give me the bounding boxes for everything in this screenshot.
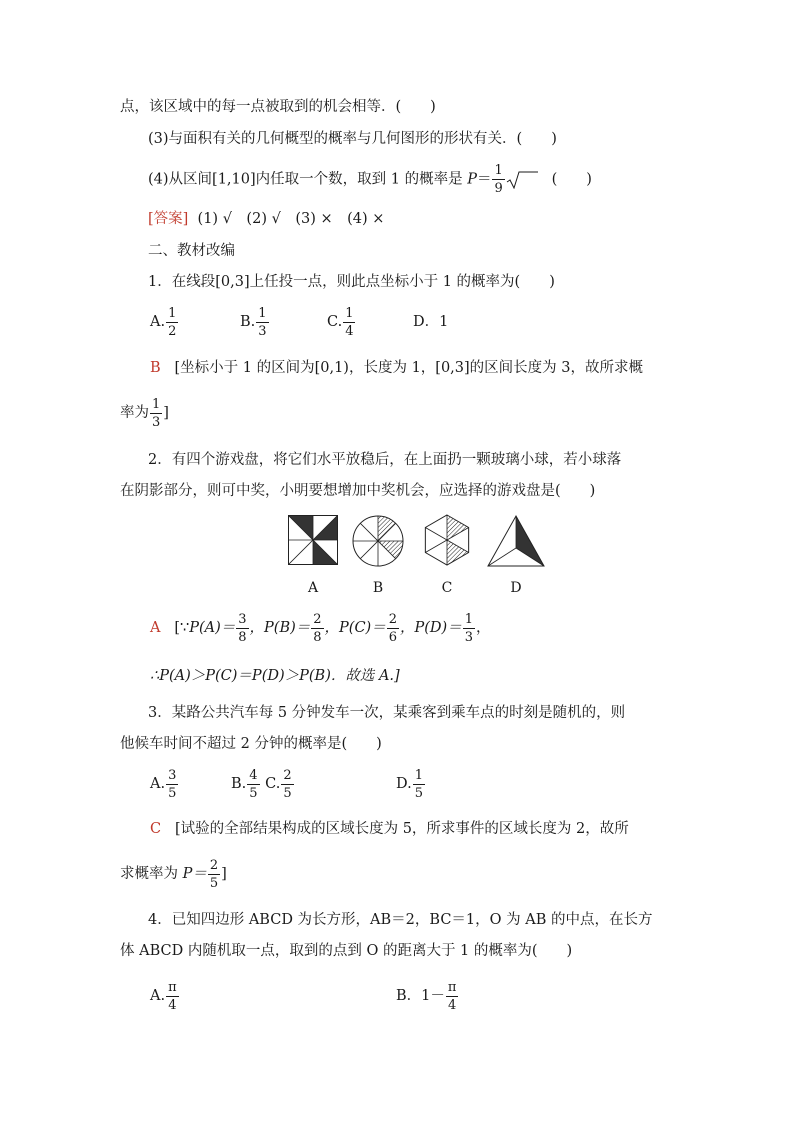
game-board-c-hexagon	[420, 513, 474, 567]
solution-3: C [试验的全部结果构成的区域长度为 5，所求事件的区域长度为 2，故所	[150, 821, 629, 837]
solution-1-letter: B	[150, 360, 161, 376]
game-board-d-triangle	[486, 514, 546, 568]
answer-line: [答案] (1) √ (2) √ (3) × (4) ×	[148, 211, 385, 227]
fraction-one-ninth: $\frac{1}{9}$	[494, 163, 503, 196]
question-4-line-1: 4．已知四边形 ABCD 为长方形，AB＝2，BC＝1，O 为 AB 的中点，在长方	[148, 912, 653, 928]
q3-option-a: A. $\frac{3}{5}$	[150, 767, 177, 801]
caption-a: A	[307, 580, 319, 596]
solution-2: A [∵P(A)＝ $\frac{3}{8}$ ，P(B)＝ $\frac{2}{8}$ ，P(C)＝ $\frac{2}{6}$ ，P(D)＝ $\frac{1}{3}$ ，	[150, 611, 491, 645]
game-board-a-square	[288, 515, 338, 565]
statement-3: (3)与面积有关的几何概型的概率与几何图形的形状有关．( )	[148, 131, 557, 147]
solution-1-cont: 率为 $\frac{1}{3}$ ]	[120, 396, 169, 430]
game-board-b-circle	[352, 515, 404, 567]
q4-option-a: A. $\frac{\pi}{4}$	[150, 979, 177, 1013]
caption-d: D	[510, 580, 522, 596]
solution-2-conclusion: ∴P(A)＞P(C)＝P(D)＞P(B)．故选 A.]	[150, 668, 400, 684]
radical-sign-icon	[506, 171, 538, 189]
solution-3-letter: C	[150, 821, 162, 837]
solution-1: B [坐标小于 1 的区间为[0,1)，长度为 1，[0,3]的区间长度为 3，故所求概	[150, 360, 643, 376]
solution-3-cont: 求概率为 P＝ $\frac{2}{5}$ ]	[120, 857, 227, 891]
answer-label: [答案]	[148, 211, 189, 227]
section-heading: 二、教材改编	[148, 243, 235, 259]
q3-option-b-c: B. $\frac{4}{5}$ C. $\frac{2}{5}$	[231, 767, 292, 801]
caption-b: B	[372, 580, 384, 596]
q1-option-a: A. $\frac{1}{2}$	[150, 305, 177, 339]
q4-option-b: B．1－ $\frac{\pi}{4}$	[396, 979, 457, 1013]
question-2-line-1: 2．有四个游戏盘，将它们水平放稳后，在上面扔一颗玻璃小球，若小球落	[148, 452, 622, 468]
question-3-line-1: 3．某路公共汽车每 5 分钟发车一次，某乘客到乘车点的时刻是随机的，则	[148, 705, 626, 721]
question-3-line-2: 他候车时间不超过 2 分钟的概率是( )	[120, 736, 382, 752]
question-2-line-2: 在阴影部分，则可中奖，小明要想增加中奖机会，应选择的游戏盘是( )	[120, 483, 596, 499]
q1-option-b: B. $\frac{1}{3}$	[240, 305, 267, 339]
q1-option-d: D．1	[413, 314, 449, 330]
q3-option-d: D. $\frac{1}{5}$	[396, 767, 423, 801]
statement-4: (4)从区间[1,10]内任取一个数，取到 1 的概率是 P＝ $\frac{1}{9}$ ( )	[148, 163, 592, 196]
solution-2-letter: A	[150, 620, 161, 636]
question-4-line-2: 体 ABCD 内随机取一点，取到的点到 O 的距离大于 1 的概率为( )	[120, 943, 573, 959]
q1-option-c: C. $\frac{1}{4}$	[327, 305, 354, 339]
continued-statement: 点，该区域中的每一点被取到的机会相等．( )	[120, 99, 436, 115]
caption-c: C	[441, 580, 453, 596]
question-1: 1．在线段[0,3]上任投一点，则此点坐标小于 1 的概率为( )	[148, 274, 555, 290]
